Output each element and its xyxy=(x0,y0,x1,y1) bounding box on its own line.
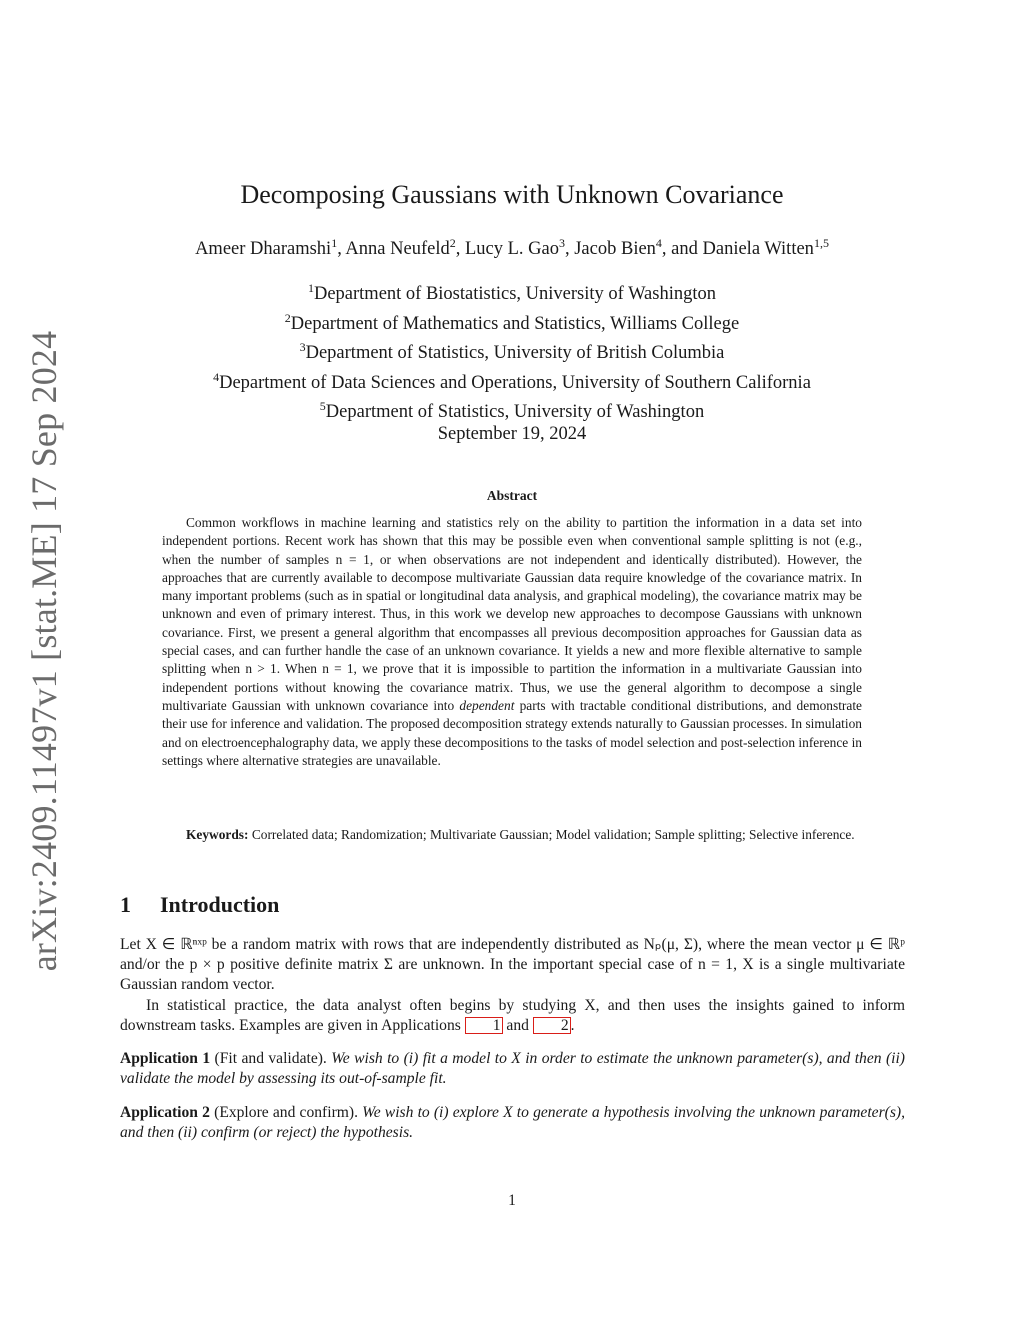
intro-paragraph: Let X ∈ ℝⁿˣᵖ be a random matrix with rows that are independently distributed as Nₚ(μ, Σ), where the mean vector μ ∈ ℝᵖ and/or the p × p positive definite matrix Σ are unknown. In the important special case of n = 1, X is a single multivariate Gaussian random vector. xyxy=(120,936,905,994)
intro-text: In statistical practice, the data analyst often begins by studying X, and then uses the insights gained to inform downstream tasks. Examples are given in Applications xyxy=(120,997,905,1035)
affiliation xyxy=(0,395,1024,425)
author-list xyxy=(0,236,1024,260)
affiliation-mark: 2 xyxy=(284,310,291,325)
affiliation-mark: 1 xyxy=(307,281,314,295)
affiliation-list xyxy=(0,277,1024,425)
publication-date: September 19, 2024 xyxy=(437,424,587,444)
abstract-text: parts with tractable conditional distributions, and demonstrate their use for inference and validation. The proposed decomposition strategy extends naturally to Gaussian processes. In simulation and on electroencephalography data, we apply these decompositions to the tasks of model selection and post-selection inference in settings where alternative strategies are unavailable. xyxy=(162,697,862,768)
keywords-label: Keywords: xyxy=(186,827,249,842)
affiliation-text: Department of Statistics, University of Washington xyxy=(325,402,705,423)
abstract-emphasis: dependent xyxy=(459,697,515,713)
section-title: Introduction xyxy=(160,892,280,917)
abstract-body xyxy=(162,514,862,770)
application-paren: (Fit and validate). xyxy=(210,1050,332,1067)
application-2-link[interactable]: 2 xyxy=(533,1017,571,1034)
author-name: , and Daniela Witten xyxy=(661,239,814,260)
author-affil-mark: 3 xyxy=(558,236,565,250)
abstract-text: Common workflows in machine learning and statistics rely on the ability to partition the information in a data set into independent portions. Recent work has shown that this may be possible even when conventional sample splitting is not (e.g., when the number of samples n = 1, or when observations are not independent and identically distributed). However, the approaches that are currently available to decompose multivariate Gaussian data require knowledge of the covariance matrix. In many important problems (such as in spatial or longitudinal data analysis, and graphical modeling), the covariance matrix may be unknown and even of primary interest. Thus, in this work we develop new approaches to decompose Gaussians with unknown covariance. First, we present a general algorithm that encompasses all previous decomposition approaches for Gaussian data as special cases, and can further handle the case of an unknown covariance. It yields a new and more flexible alternative to sample splitting when n > 1. When n = 1, we prove that it is impossible to partition the information in a multivariate Gaussian into independent portions without knowing the covariance matrix. Thus, we use the general algorithm to decompose a single multivariate Gaussian with unknown covariance into xyxy=(162,515,862,713)
application-paren: (Explore and confirm). xyxy=(209,1104,363,1121)
affiliation xyxy=(0,336,1024,366)
author-affil-mark: 1 xyxy=(331,236,338,250)
affiliation xyxy=(0,307,1024,337)
application-statement: We wish to (i) fit a model to X in order to estimate the unknown parameter(s), and then (ii) validate the model by assessing its out-of-sample fit. xyxy=(120,1050,905,1088)
keywords xyxy=(162,826,862,844)
author-name: , Anna Neufeld xyxy=(337,239,450,260)
affiliation-text: Department of Data Sciences and Operations, University of Southern California xyxy=(219,372,811,393)
affiliation-mark: 4 xyxy=(213,369,220,384)
affiliation-text: Department of Statistics, University of British Columbia xyxy=(305,343,725,364)
page-number: 1 xyxy=(508,1192,516,1209)
intro-text: and xyxy=(502,1017,533,1035)
affiliation xyxy=(0,366,1024,396)
affiliation-mark: 5 xyxy=(319,399,326,414)
author-name: , Jacob Bien xyxy=(564,239,656,260)
application-statement: We wish to (i) explore X to generate a hypothesis involving the unknown parameter(s), and then (ii) confirm (or reject) the hypothesis. xyxy=(120,1104,905,1142)
application-1-link[interactable]: 1 xyxy=(465,1017,503,1034)
author-name: Ameer Dharamshi xyxy=(195,239,332,260)
application-block xyxy=(120,1049,905,1089)
application-block xyxy=(120,1103,905,1143)
affiliation-text: Department of Mathematics and Statistics, Williams College xyxy=(290,313,740,334)
intro-text: . xyxy=(570,1017,575,1035)
affiliation-text: Department of Biostatistics, University of Washington xyxy=(313,284,717,305)
author-affil-mark: 4 xyxy=(655,236,662,250)
paper-title: Decomposing Gaussians with Unknown Covariance xyxy=(240,180,784,209)
section-heading xyxy=(120,892,279,918)
keywords-text: Correlated data; Randomization; Multivariate Gaussian; Model validation; Sample splitting; Selective inference. xyxy=(248,827,855,842)
application-label: Application 2 xyxy=(120,1104,210,1121)
intro-paragraph xyxy=(120,996,905,1036)
arxiv-id: arXiv:2409.11497v1 [stat.ME] 17 Sep 2024 xyxy=(24,330,64,972)
section-number: 1 xyxy=(120,892,131,917)
affiliation-mark: 3 xyxy=(299,340,306,355)
application-label: Application 1 xyxy=(120,1050,211,1067)
author-affil-mark: 2 xyxy=(449,236,456,250)
author-affil-mark: 1,5 xyxy=(813,236,829,250)
affiliation xyxy=(0,277,1024,307)
author-name: , Lucy L. Gao xyxy=(455,239,559,260)
abstract-heading: Abstract xyxy=(486,488,538,503)
